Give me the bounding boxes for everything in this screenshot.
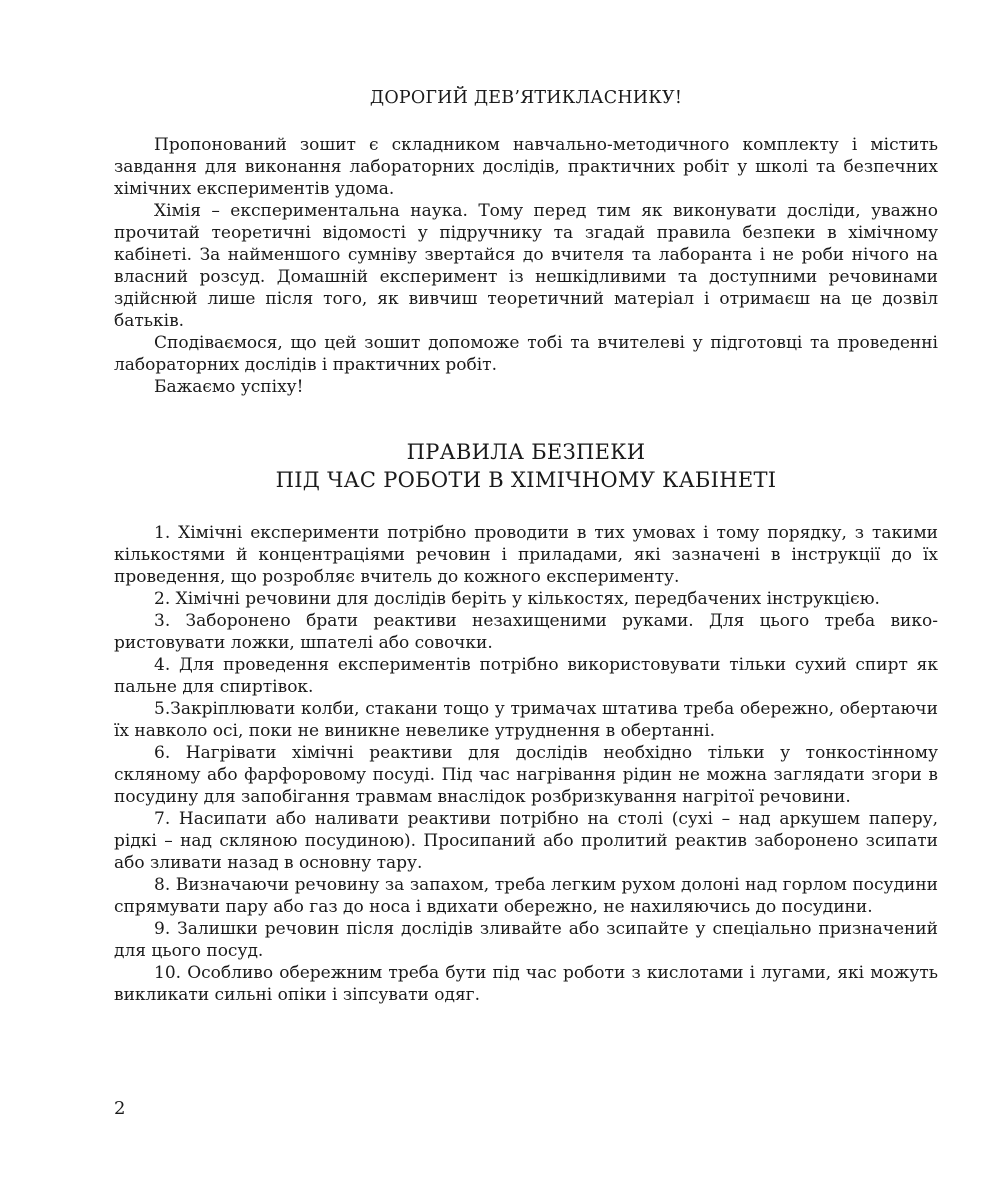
rule-text: Заборонено брати реактиви незахищеними руками. Для цього треба використовувати ложки, шпателі або совочки.	[114, 611, 938, 653]
rule-number: 1.	[154, 523, 171, 543]
rule-text: Визначаючи речовину за запахом, треба легким рухом долоні над горлом посудини спрямувати пару або газ до носа і вдихати обережно, не нахиляючись до посудини.	[114, 875, 938, 917]
rule-item	[114, 610, 938, 654]
page-content	[114, 88, 938, 1006]
greeting-text	[114, 134, 938, 398]
rule-number: 10.	[154, 963, 182, 983]
rule-text: Залишки речовин після дослідів зливайте або зсипайте у спеціально призначений для цього посуд.	[114, 919, 938, 961]
greeting-paragraph: Хімія – експериментальна наука. Тому перед тим як виконувати досліди, уважно прочитай теоретичні відомості у підручнику та згадай правила безпеки в хімічному кабінеті. За найменшого сумніву звертайся до вчителя та лаборанта і не роби нічого на власний розсуд. Домашній експеримент із нешкідливими та доступними речовинами здійснюй лише після того, як вивчиш теоретичний матеріал і отримаєш на це дозвіл батьків.	[114, 201, 938, 331]
rule-item	[114, 588, 938, 610]
rule-text: Насипати або наливати реактиви потрібно на столі (сухі – над аркушем паперу, рідкі – над скляною посудиною). Просипаний або пролитий реактив заборонено зсипати або зливати назад в основну тару.	[114, 809, 938, 873]
rule-number: 7.	[154, 809, 171, 829]
rule-number: 6.	[154, 743, 171, 763]
rule-item	[114, 654, 938, 698]
rule-text: Хімічні речовини для дослідів беріть у кількостях, передбачених інструкцією.	[170, 589, 880, 609]
rule-text: Хімічні експерименти потрібно проводити в тих умовах і тому порядку, з такими кількостями й концентраціями речовин і приладами, які зазначені в інструкції до їх проведення, що розробляє вчитель до кожного експерименту.	[114, 523, 938, 587]
rule-item	[114, 962, 938, 1006]
greeting-title: ДОРОГИЙ ДЕВ’ЯТИКЛАСНИКУ!	[369, 88, 683, 108]
greeting-paragraph: Пропонований зошит є складником навчально-методичного комплекту і містить завдання для виконання лабораторних дослідів, практичних робіт у школі та безпечних хімічних експериментів удома.	[114, 135, 938, 199]
rules-title-line2: ПІД ЧАС РОБОТИ В ХІМІЧНОМУ КАБІНЕТІ	[275, 468, 777, 492]
rule-text: Для проведення експериментів потрібно використовувати тільки сухий спирт як пальне для спиртівок.	[114, 655, 938, 697]
rule-text: Особливо обережним треба бути під час роботи з кислотами і лугами, які можуть викликати сильні опіки і зіпсувати одяг.	[114, 963, 938, 1005]
rule-item	[114, 808, 938, 874]
rule-number: 5.	[154, 699, 171, 719]
rule-item	[114, 874, 938, 918]
rule-item	[114, 918, 938, 962]
rule-number: 8.	[154, 875, 171, 895]
rules-title-line1: ПРАВИЛА БЕЗПЕКИ	[406, 440, 646, 464]
rule-item	[114, 742, 938, 808]
rule-text: Закріплювати колби, стакани тощо у тримачах штатива треба обережно, обертаючи їх навколо осі, поки не виникне невелике утруднення в обертанні.	[114, 699, 938, 741]
greeting-paragraph: Сподіваємося, що цей зошит допоможе тобі та вчителеві у підготовці та проведенні лабораторних дослідів і практичних робіт.	[114, 333, 938, 375]
rule-number: 4.	[154, 655, 171, 675]
page-number: 2	[114, 1098, 126, 1119]
rule-item	[114, 698, 938, 742]
rules-list	[114, 522, 938, 1006]
greeting-closing: Бажаємо успіху!	[154, 377, 304, 397]
rule-number: 2.	[154, 589, 171, 609]
rules-title	[114, 438, 938, 494]
rule-text: Нагрівати хімічні реактиви для дослідів необхідно тільки у тонкостінному скляному або фарфоровому посуді. Під час нагрівання рідин не можна заглядати згори в посудину для запобігання травмам внаслідок розбризкування нагрітої речовини.	[114, 743, 938, 807]
rule-number: 3.	[154, 611, 171, 631]
rule-item	[114, 522, 938, 588]
rule-number: 9.	[154, 919, 171, 939]
